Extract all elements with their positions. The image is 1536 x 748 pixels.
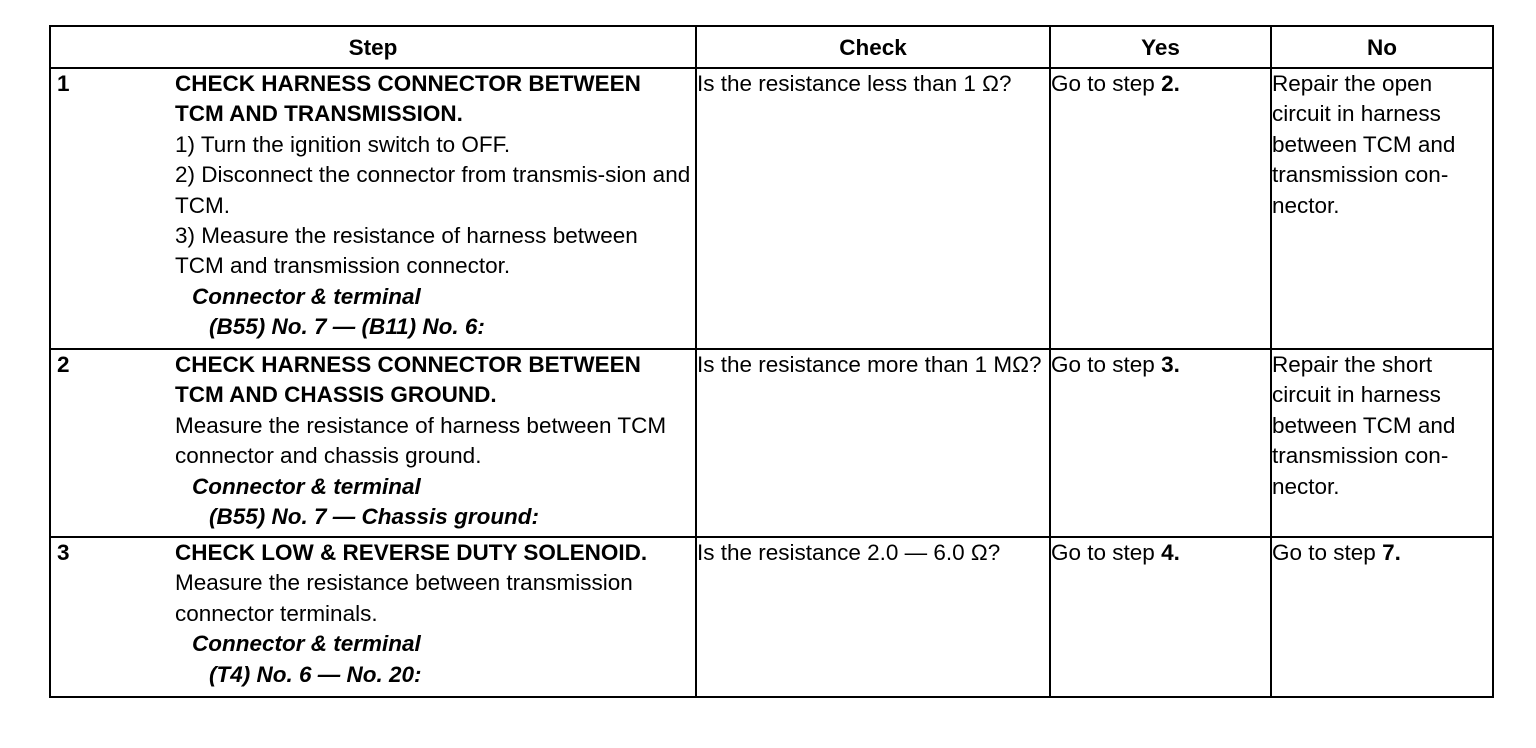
yes-prefix: Go to step (1051, 352, 1162, 377)
connector-label: Connector & terminal (192, 631, 421, 657)
no-prefix: Go to step (1272, 540, 1383, 565)
step-title: CHECK LOW & REVERSE DUTY SOLENOID. (175, 540, 648, 565)
check-cell: Is the resistance less than 1 Ω? (696, 68, 1050, 349)
yes-prefix: Go to step (1051, 540, 1162, 565)
connector-value: (T4) No. 6 — No. 20: (209, 661, 422, 687)
yes-cell (1050, 537, 1271, 697)
table-row (50, 537, 1493, 697)
table-row (50, 68, 1493, 349)
step-number: 1 (57, 71, 70, 96)
yes-step-link: 4. (1161, 540, 1180, 565)
connector-label: Connector & terminal (192, 283, 421, 309)
yes-step-link: 2. (1161, 71, 1180, 96)
header-check: Check (696, 26, 1050, 68)
step-number: 3 (57, 540, 70, 565)
table-row (50, 349, 1493, 537)
header-yes: Yes (1050, 26, 1271, 68)
connector-label: Connector & terminal (192, 473, 421, 499)
connector-value: (B55) No. 7 — (B11) No. 6: (209, 314, 485, 340)
connector-value: (B55) No. 7 — Chassis ground: (209, 504, 540, 530)
step-instruction: 1) Turn the ignition switch to OFF. (175, 131, 511, 157)
yes-step-link: 3. (1161, 352, 1180, 377)
check-cell: Is the resistance more than 1 MΩ? (696, 349, 1050, 537)
step-title: CHECK HARNESS CONNECTOR BETWEEN TCM AND TRANSMISSION. (175, 71, 641, 127)
no-step-link: 7. (1382, 540, 1401, 565)
check-cell: Is the resistance 2.0 — 6.0 Ω? (696, 537, 1050, 697)
yes-cell (1050, 68, 1271, 349)
step-instruction: 3) Measure the resistance of harness between TCM and transmission connector. (175, 223, 638, 279)
yes-prefix: Go to step (1051, 71, 1162, 96)
step-cell (50, 68, 696, 349)
step-cell (50, 349, 696, 537)
step-title: CHECK HARNESS CONNECTOR BETWEEN TCM AND CHASSIS GROUND. (175, 352, 641, 408)
diagnostic-table (49, 25, 1494, 698)
no-cell: Repair the short circuit in harness between TCM and transmission con-nector. (1271, 349, 1493, 537)
step-instruction: 2) Disconnect the connector from transmis-sion and TCM. (175, 162, 691, 218)
step-cell (50, 537, 696, 697)
yes-cell (1050, 349, 1271, 537)
header-no: No (1271, 26, 1493, 68)
step-number: 2 (57, 352, 70, 377)
header-step: Step (50, 26, 696, 68)
step-instruction: Measure the resistance of harness between TCM connector and chassis ground. (175, 412, 667, 469)
table-header-row (50, 26, 1493, 68)
no-cell (1271, 537, 1493, 697)
no-cell: Repair the open circuit in harness between TCM and transmission con-nector. (1271, 68, 1493, 349)
step-instruction: Measure the resistance between transmission connector terminals. (175, 570, 633, 626)
